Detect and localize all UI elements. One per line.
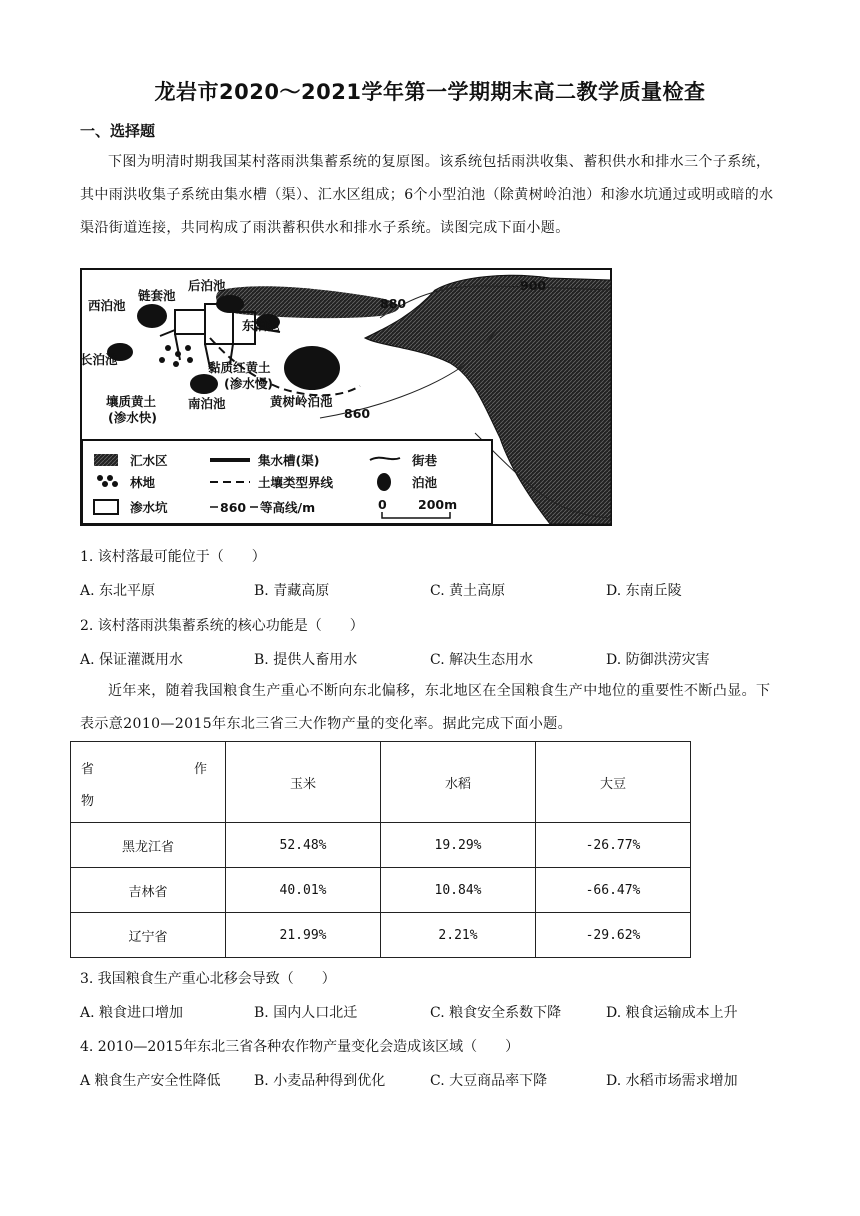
q1-option-a[interactable]: A. 东北平原: [80, 583, 156, 599]
label-loam: 壤质黄土: [106, 394, 157, 409]
page-title: 龙岩市2020～2021学年第一学期期末高二教学质量检查: [154, 80, 706, 104]
q2-option-d[interactable]: D. 防御洪涝灾害: [606, 652, 710, 668]
cell-value: 40.01%: [226, 868, 381, 913]
q3-option-d[interactable]: D. 粮食运输成本上升: [606, 1005, 738, 1021]
legend-seepage-pit: 渗水坑: [130, 500, 168, 515]
table-row: [71, 868, 691, 913]
catchment-legend-icon: [94, 454, 118, 466]
q3-option-b[interactable]: B. 国内人口北迁: [254, 1005, 358, 1021]
label-loam-note: (渗水快): [108, 410, 157, 425]
label-back-pond: 后泊池: [188, 278, 226, 293]
cell-value: 52.48%: [226, 823, 381, 868]
label-long-pond: 长泊池: [80, 352, 118, 367]
pond-legend-icon: [377, 473, 391, 491]
column-header-soybean: 大豆: [536, 742, 691, 823]
table-corner-cell: [71, 742, 226, 823]
west-pond: [137, 304, 167, 328]
q3-option-c[interactable]: C. 粮食安全系数下降: [430, 1005, 562, 1021]
legend-catchment: 汇水区: [130, 453, 168, 468]
cell-value: -29.62%: [536, 913, 691, 958]
label-contour-880: 880: [380, 296, 407, 311]
cell-value: 21.99%: [226, 913, 381, 958]
legend-street: 街巷: [412, 453, 438, 468]
passage-1: 下图为明清时期我国某村落雨洪集蓄系统的复原图。该系统包括雨洪收集、蓄积供水和排水三个子系统，其中雨洪收集子系统由集水槽（渠）、汇水区组成；6个小型泊池（除黄树岭泊池）和渗水坑通过或明或暗的水渠沿街道连接，共同构成了雨洪蓄积供水和排水子系统。读图完成下面小题。: [80, 154, 774, 236]
q2-option-c[interactable]: C. 解决生态用水: [430, 652, 534, 668]
legend-forest: 林地: [130, 475, 156, 490]
corner-label-bottom: 物: [81, 794, 95, 809]
table-header-row: [71, 742, 691, 823]
q1-option-c[interactable]: C. 黄土高原: [430, 583, 506, 599]
row-name: 黑龙江省: [71, 823, 226, 868]
question-3-stem: 3. 我国粮食生产重心北移会导致（ ）: [80, 971, 336, 987]
q4-option-b[interactable]: B. 小麦品种得到优化: [254, 1073, 386, 1089]
legend-channel: 集水槽(渠): [258, 453, 320, 468]
q1-option-b[interactable]: B. 青藏高原: [254, 583, 330, 599]
q4-option-a[interactable]: A 粮食生产安全性降低: [80, 1073, 221, 1089]
crop-change-table: [70, 741, 691, 958]
legend-contour: 等高线/m: [260, 500, 316, 515]
q2-option-a[interactable]: A. 保证灌溉用水: [80, 652, 184, 668]
q4-option-c[interactable]: C. 大豆商品率下降: [430, 1073, 548, 1089]
rainwater-system-map: [80, 268, 612, 526]
cell-value: 10.84%: [381, 868, 536, 913]
cell-value: 2.21%: [381, 913, 536, 958]
scale-length: 200m: [418, 497, 458, 512]
cell-value: -26.77%: [536, 823, 691, 868]
label-east-pond: 东泊池: [242, 318, 280, 333]
corner-label-right: 作: [193, 762, 207, 777]
q1-option-d[interactable]: D. 东南丘陵: [606, 583, 682, 599]
legend-soil-boundary: 土壤类型界线: [258, 475, 334, 490]
table-row: [71, 913, 691, 958]
label-south-pond: 南泊池: [188, 396, 226, 411]
scale-zero: 0: [378, 497, 387, 512]
cell-value: -66.47%: [536, 868, 691, 913]
legend-pond: 泊池: [412, 475, 438, 490]
table-row: [71, 823, 691, 868]
label-huangshuling: 黄树岭泊池: [270, 394, 333, 409]
q3-option-a[interactable]: A. 粮食进口增加: [80, 1005, 184, 1021]
q2-option-b[interactable]: B. 提供人畜用水: [254, 652, 358, 668]
label-lian-pond: 链套池: [138, 288, 176, 303]
label-clay-note: (渗水慢): [224, 376, 273, 391]
section-heading: 一、选择题: [80, 122, 156, 140]
legend-contour-sample: 860: [220, 500, 247, 515]
label-contour-900: 900: [520, 278, 547, 293]
cell-value: 19.29%: [381, 823, 536, 868]
huangshuling-pond: [284, 346, 340, 390]
label-clay: 黏质红黄土: [208, 360, 271, 375]
south-pond: [190, 374, 218, 394]
corner-label-left: 省: [81, 762, 95, 777]
row-name: 吉林省: [71, 868, 226, 913]
back-pond: [216, 295, 244, 313]
label-west-pond: 西泊池: [88, 298, 126, 313]
column-header-rice: 水稻: [381, 742, 536, 823]
column-header-corn: 玉米: [226, 742, 381, 823]
row-name: 辽宁省: [71, 913, 226, 958]
q4-option-d[interactable]: D. 水稻市场需求增加: [606, 1073, 738, 1089]
question-4-stem: 4. 2010—2015年东北三省各种农作物产量变化会造成该区域（ ）: [80, 1039, 520, 1055]
label-contour-860: 860: [344, 406, 371, 421]
passage-2: 近年来，随着我国粮食生产重心不断向东北偏移，东北地区在全国粮食生产中地位的重要性不断凸显。下表示意2010—2015年东北三省三大作物产量的变化率。据此完成下面小题。: [80, 683, 771, 732]
question-1-stem: 1. 该村落最可能位于（ ）: [80, 549, 266, 565]
question-2-stem: 2. 该村落雨洪集蓄系统的核心功能是（ ）: [80, 618, 364, 634]
